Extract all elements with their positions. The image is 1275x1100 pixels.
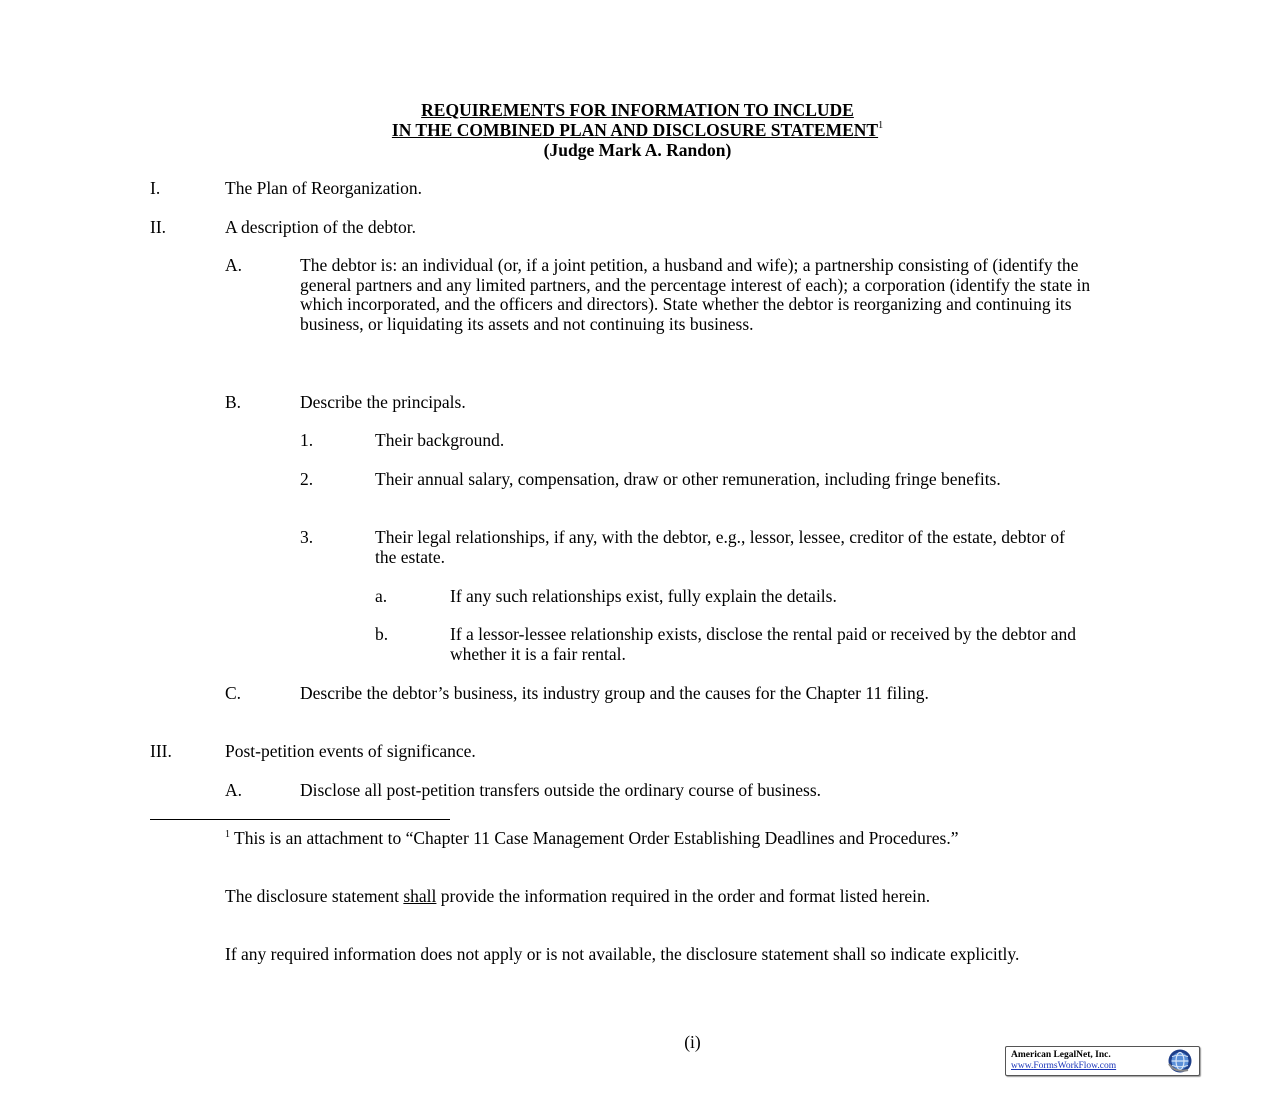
outline-text: Their background. <box>375 430 505 450</box>
american-legalnet-badge[interactable] <box>1005 1046 1200 1076</box>
outline-marker: C. <box>225 683 242 703</box>
footnote-text: This is an attachment to “Chapter 11 Case Management Order Establishing Deadlines and Procedures.” <box>230 828 959 848</box>
outline-text: The Plan of Reorganization. <box>225 178 422 198</box>
emphasis-shall: shall <box>403 886 437 906</box>
outline-text: Disclose all post-petition transfers outside the ordinary course of business. <box>300 780 822 800</box>
outline-text: Describe the debtor’s business, its industry group and the causes for the Chapter 11 filing. <box>300 683 929 703</box>
outline-text: Describe the principals. <box>300 392 466 412</box>
outline-marker: B. <box>225 392 242 412</box>
title-line-2 <box>150 120 1125 140</box>
title-judge-name: (Judge Mark A. Randon) <box>543 140 732 160</box>
outline-marker: III. <box>150 741 172 761</box>
outline-text: Their legal relationships, if any, with the debtor, e.g., lessor, lessee, creditor of the estate, debtor of the estate. <box>375 527 1065 567</box>
outline-marker: II. <box>150 217 167 237</box>
outline-marker: 2. <box>300 469 314 489</box>
page-number: (i) <box>684 1032 701 1052</box>
outline-text: A description of the debtor. <box>225 217 417 237</box>
outline-marker: 1. <box>300 430 314 450</box>
outline-text: Their annual salary, compensation, draw or other remuneration, including fringe benefits. <box>375 469 1001 489</box>
footnote-paragraph-start: The disclosure statement <box>225 886 404 906</box>
badge-company-name: American LegalNet, Inc. <box>1011 1050 1111 1060</box>
outline-text: If a lessor-lessee relationship exists, disclose the rental paid or received by the debtor and whether it is a fair rental. <box>450 624 1077 664</box>
outline-marker: A. <box>225 255 243 275</box>
footnote-separator <box>150 819 450 820</box>
outline-marker: 3. <box>300 527 314 547</box>
badge-url-link[interactable]: www.FormsWorkFlow.com <box>1011 1061 1117 1071</box>
outline-marker: a. <box>375 586 388 606</box>
outline-text: The debtor is: an individual (or, if a joint petition, a husband and wife); a partnership consisting of (identify the general partners and any limited partners, and the percentage interest of each); a corporation (identify the state in which incorporated, and the officers and directors). State whether the debtor is reorganizing and continuing its business, or liquidating its assets and not continuing its business. <box>300 255 1091 334</box>
title-line-2-text: IN THE COMBINED PLAN AND DISCLOSURE STATEMENT <box>391 120 879 140</box>
footnote-number: 1 <box>225 829 230 840</box>
footnote-1 <box>150 829 1110 849</box>
document-title <box>150 100 1125 160</box>
outline-text: If any such relationships exist, fully explain the details. <box>450 586 837 606</box>
outline-marker: A. <box>225 780 243 800</box>
footnote-paragraph-not-applicable: If any required information does not apply or is not available, the disclosure statement shall so indicate explicitly. <box>225 944 1020 964</box>
footnote-paragraph-end: provide the information required in the order and format listed herein. <box>436 886 931 906</box>
title-line-1: REQUIREMENTS FOR INFORMATION TO INCLUDE <box>421 100 854 120</box>
outline-marker: I. <box>150 178 161 198</box>
globe-logo-icon <box>1166 1048 1194 1074</box>
title-footnote-ref: 1 <box>878 120 884 131</box>
outline-text: Post-petition events of significance. <box>225 741 476 761</box>
outline-marker: b. <box>375 624 389 644</box>
footnote-paragraph-format <box>150 887 1110 907</box>
